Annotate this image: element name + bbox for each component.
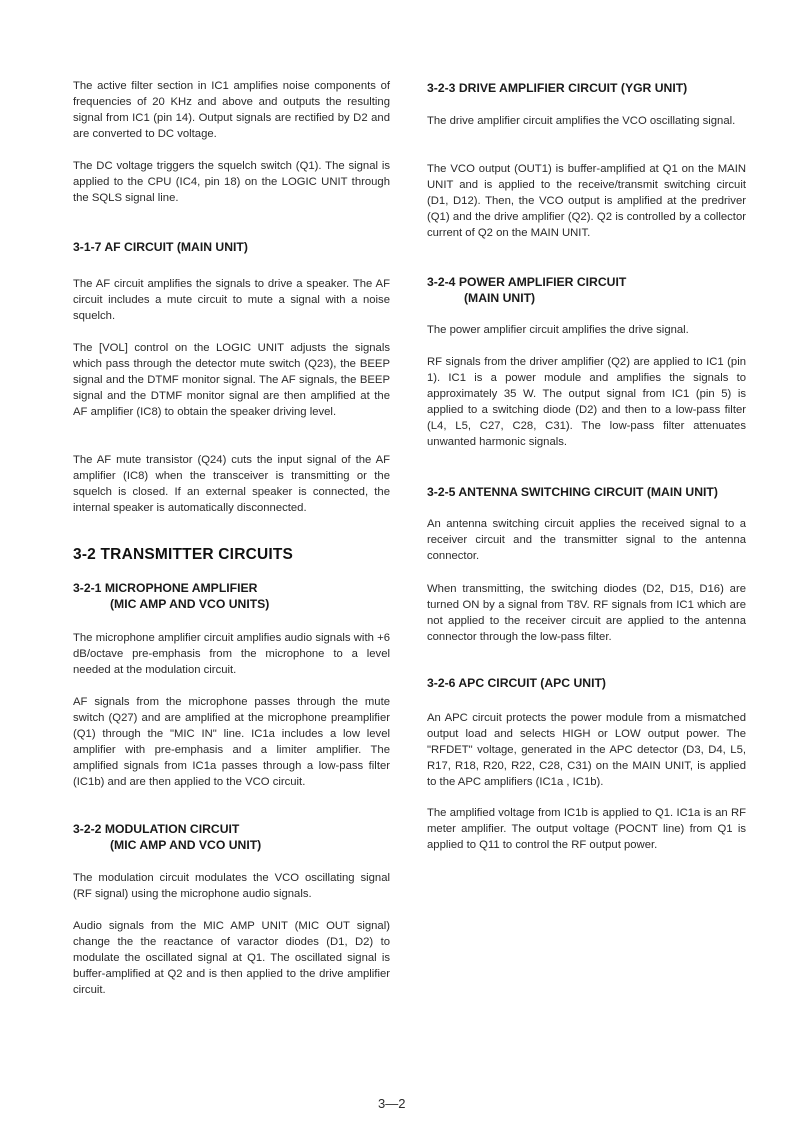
section-heading-3-2 (73, 546, 390, 564)
paragraph-text: The modulation circuit modulates the VCO oscillating signal (RF signal) using the microphone audio signals. (73, 872, 390, 900)
heading-text: 3-2-2 MODULATION CIRCUIT (73, 822, 240, 836)
heading-text: 3-2-6 APC CIRCUIT (APC UNIT) (427, 676, 606, 690)
paragraph (73, 158, 390, 206)
paragraph-text: RF signals from the driver amplifier (Q2) are applied to IC1 (pin 1). IC1 is a power module and amplifies the signals to approximately 35 W. The output signal from IC1 (pin 5) is applied to a switching diode (D2) and then to a low-pass filter (L4, L5, C27, C28, C31). The low-pass filter attenuates unwanted harmonic signals. (427, 356, 746, 448)
paragraph (73, 340, 390, 420)
heading-text: 3-2-3 DRIVE AMPLIFIER CIRCUIT (YGR UNIT) (427, 81, 688, 95)
paragraph (427, 113, 746, 129)
heading-text: 3-2-1 MICROPHONE AMPLIFIER (73, 581, 258, 595)
paragraph-text: The power amplifier circuit amplifies the drive signal. (427, 324, 689, 336)
heading-text: 3-2 TRANSMITTER CIRCUITS (73, 546, 294, 563)
page-number: 3—2 (378, 1096, 406, 1111)
paragraph (73, 918, 390, 998)
section-heading-3-2-6 (427, 675, 746, 691)
paragraph (73, 694, 390, 790)
heading-subtext: (MIC AMP AND VCO UNIT) (110, 838, 262, 852)
heading-subtext: (MAIN UNIT) (464, 291, 536, 305)
paragraph (73, 78, 390, 142)
paragraph-text: The VCO output (OUT1) is buffer-amplified at Q1 on the MAIN UNIT and is applied to the receive/transmit switching circuit (D1, D12). Then, the VCO output is amplified at the predriver (Q1) and the drive amplifier (Q2). Q2 is controlled by a collector current of Q2 on the MAIN UNIT. (427, 163, 746, 239)
section-heading-3-2-5 (427, 484, 746, 500)
paragraph-text: The [VOL] control on the LOGIC UNIT adjusts the signals which pass through the detector mute switch (Q23), the BEEP signal and the DTMF monitor signal. The AF signals, the BEEP signal and the DTMF monitor signal are then amplified at the AF amplifier (IC8) to obtain the speaker driving level. (73, 342, 390, 418)
paragraph-text: The AF mute transistor (Q24) cuts the input signal of the AF amplifier (IC8) when the transceiver is transmitting or the squelch is closed. If an external speaker is connected, the internal speaker is automatically disconnected. (73, 454, 390, 514)
paragraph (73, 452, 390, 516)
heading-text: 3-1-7 AF CIRCUIT (MAIN UNIT) (73, 240, 248, 254)
paragraph (427, 161, 746, 241)
paragraph-text: An APC circuit protects the power module from a mismatched output load and selects HIGH or LOW output power. The "RFDET" voltage, generated in the APC detector (D3, D4, L5, R17, R18, R20, R22, C28, C31) on the MAIN UNIT, is applied to the APC amplifiers (IC1a , IC1b). (427, 712, 746, 788)
paragraph (427, 516, 746, 564)
paragraph (73, 870, 390, 902)
heading-text: 3-2-5 ANTENNA SWITCHING CIRCUIT (MAIN UNIT) (427, 485, 718, 499)
section-heading-3-2-2 (73, 821, 390, 853)
section-heading-3-2-1 (73, 580, 390, 612)
heading-text: 3-2-4 POWER AMPLIFIER CIRCUIT (427, 275, 627, 289)
paragraph (427, 354, 746, 450)
paragraph-text: The microphone amplifier circuit amplifies audio signals with +6 dB/octave pre-emphasis from the microphone to a level needed at the modulation circuit. (73, 632, 390, 676)
section-heading-3-2-3 (427, 80, 746, 96)
paragraph-text: The AF circuit amplifies the signals to drive a speaker. The AF circuit includes a mute circuit to mute a signal with a noise squelch. (73, 278, 390, 322)
paragraph (73, 630, 390, 678)
section-heading-3-1-7 (73, 239, 390, 255)
paragraph-text: The drive amplifier circuit amplifies the VCO oscillating signal. (427, 115, 736, 127)
section-heading-3-2-4 (427, 274, 746, 306)
paragraph-text: The amplified voltage from IC1b is applied to Q1. IC1a is an RF meter amplifier. The output voltage (POCNT line) from Q1 is applied to Q11 to control the RF output power. (427, 807, 746, 851)
paragraph (427, 322, 746, 338)
paragraph-text: When transmitting, the switching diodes (D2, D15, D16) are turned ON by a signal from T8V. RF signals from IC1 which are not applied to the receiver circuit are applied to the antenna connector through the low-pass filter. (427, 583, 746, 643)
paragraph-text: Audio signals from the MIC AMP UNIT (MIC OUT signal) change the the reactance of varactor diodes (D1, D2) to modulate the oscillated signal at Q1. The oscillated signal is buffer-amplified at Q2 and is then applied to the drive amplifier circuit. (73, 920, 390, 996)
paragraph-text: The active filter section in IC1 amplifies noise components of frequencies of 20 KHz and above and outputs the resulting signal from IC1 (pin 14). Output signals are rectified by D2 and are converted to DC voltage. (73, 80, 390, 140)
paragraph (427, 805, 746, 853)
paragraph (427, 581, 746, 645)
paragraph (427, 710, 746, 790)
paragraph (73, 276, 390, 324)
paragraph-text: The DC voltage triggers the squelch switch (Q1). The signal is applied to the CPU (IC4, pin 18) on the LOGIC UNIT through the SQLS signal line. (73, 160, 390, 204)
paragraph-text: An antenna switching circuit applies the received signal to a receiver circuit and the transmitter signal to the antenna connector. (427, 518, 746, 562)
paragraph-text: AF signals from the microphone passes through the mute switch (Q27) and are amplified at the microphone preamplifier (Q1) through the "MIC IN" line. IC1a includes a low level amplifier with pre-emphasis and a limiter amplifier. The amplified signals from IC1a passes through a low-pass filter (IC1b) and are then applied to the VCO circuit. (73, 696, 390, 788)
heading-subtext: (MIC AMP AND VCO UNITS) (110, 597, 270, 611)
